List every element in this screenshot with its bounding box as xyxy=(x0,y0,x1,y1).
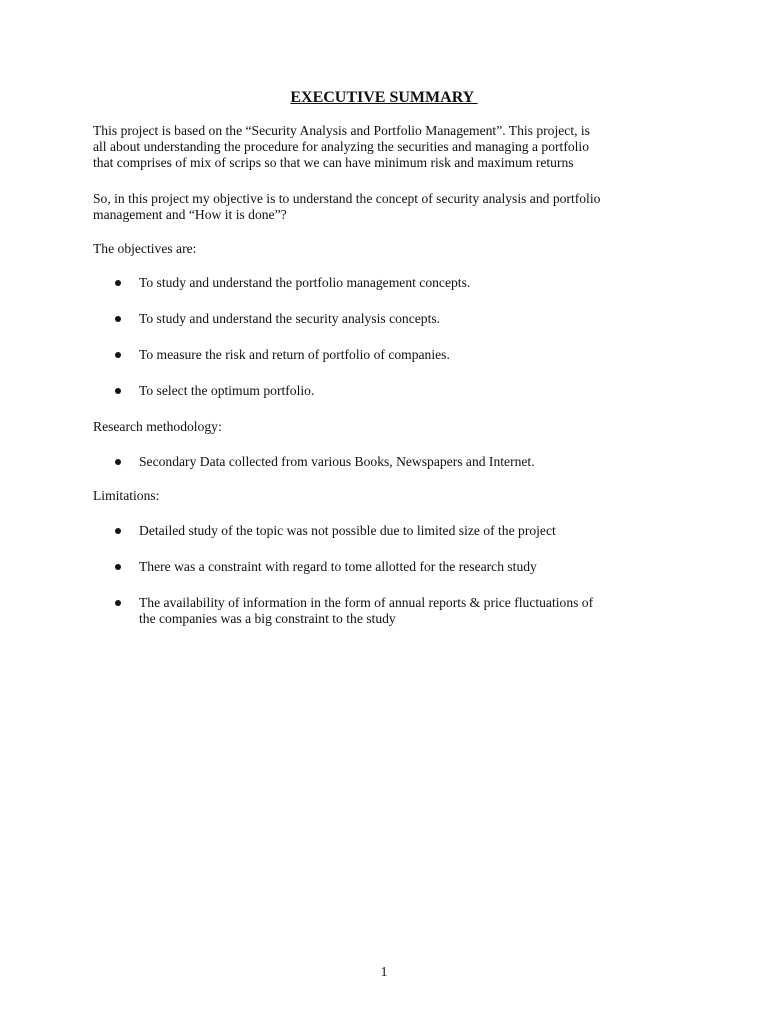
list-item xyxy=(93,383,683,399)
bullet-icon xyxy=(115,388,121,394)
list-item-text: There was a constraint with regard to tome allotted for the research study xyxy=(139,559,537,574)
limitations-list xyxy=(93,523,683,627)
intro-line: all about understanding the procedure for analyzing the securities and managing a portfolio xyxy=(93,139,590,154)
list-item-text: To select the optimum portfolio. xyxy=(139,383,315,398)
intro-paragraph xyxy=(93,123,683,171)
limitations-heading: Limitations: xyxy=(93,488,160,503)
objective-paragraph xyxy=(93,191,683,223)
page-number: 1 xyxy=(380,964,388,979)
list-item-text: the companies was a big constraint to the study xyxy=(139,611,396,626)
methodology-heading: Research methodology: xyxy=(93,419,222,434)
intro-line: This project is based on the “Security Analysis and Portfolio Management”. This project, is xyxy=(93,123,590,138)
bullet-icon xyxy=(115,600,121,606)
list-item-text: Secondary Data collected from various Books, Newspapers and Internet. xyxy=(139,454,535,469)
list-item xyxy=(93,275,683,291)
list-item-text: To measure the risk and return of portfolio of companies. xyxy=(139,347,450,362)
bullet-icon xyxy=(115,528,121,534)
list-item xyxy=(93,523,683,539)
list-item-text: To study and understand the security analysis concepts. xyxy=(139,311,441,326)
bullet-icon xyxy=(115,352,121,358)
objective-line: management and “How it is done”? xyxy=(93,207,287,222)
list-item-text: The availability of information in the form of annual reports & price fluctuations of xyxy=(139,595,594,610)
list-item-text: To study and understand the portfolio management concepts. xyxy=(139,275,471,290)
objective-line: So, in this project my objective is to understand the concept of security analysis and portfolio xyxy=(93,191,601,206)
bullet-icon xyxy=(115,564,121,570)
list-item xyxy=(93,595,683,627)
objectives-heading: The objectives are: xyxy=(93,241,197,256)
list-item xyxy=(93,311,683,327)
bullet-icon xyxy=(115,459,121,465)
intro-line: that comprises of mix of scrips so that we can have minimum risk and maximum returns xyxy=(93,155,574,170)
bullet-icon xyxy=(115,316,121,322)
list-item-text: Detailed study of the topic was not possible due to limited size of the project xyxy=(139,523,556,538)
list-item xyxy=(93,454,683,470)
objectives-list xyxy=(93,275,683,399)
methodology-list xyxy=(93,454,683,470)
page-title: EXECUTIVE SUMMARY xyxy=(290,89,478,106)
list-item xyxy=(93,559,683,575)
bullet-icon xyxy=(115,280,121,286)
list-item xyxy=(93,347,683,363)
